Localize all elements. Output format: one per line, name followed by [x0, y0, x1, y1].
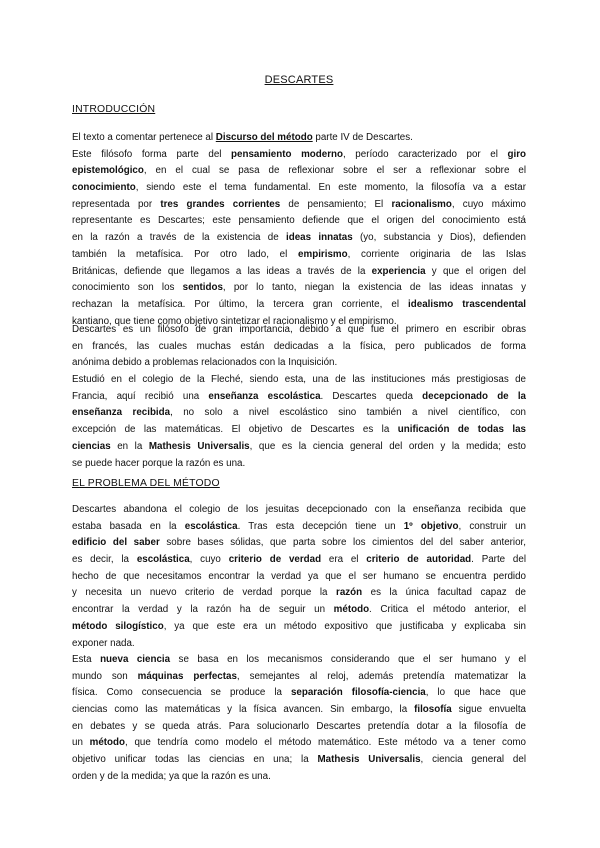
text-line: ciencias en la Mathesis Universalis, que es la ciencia general del orden y la medida; esto: [72, 440, 526, 452]
text-line: Francia, aquí recibió una enseñanza escolástica. Descartes queda decepcionado de la: [72, 390, 526, 402]
text-line: objetivo unificar todas las ciencias en una; la Mathesis Universalis, ciencia general del: [72, 754, 526, 766]
text-line: kantiano, que tiene como objetivo sintetizar el racionalismo y el empirismo.: [72, 315, 397, 327]
text-line: excepción de las matemáticas. El objetivo de Descartes es la unificación de todas las: [72, 424, 526, 436]
text-line: método silogístico, ya que este era un método expositivo que justificaba y explicaba sin: [72, 620, 526, 632]
text-line: rechazan la metafísica. Por último, la tercera gran corriente, el idealismo trascendental: [72, 298, 526, 310]
work-title: Discurso del método: [215, 132, 313, 143]
text-line: un método, que tendría como modelo el método matemático. Este método va a tener como: [72, 737, 527, 749]
intro-paragraph: [72, 322, 526, 472]
text-line: conocimiento son los sentidos, por lo tanto, niegan la existencia de las ideas innatas y: [72, 282, 526, 294]
text-line: representante es Descartes; este pensamiento defiende que el origen del conocimiento está: [72, 215, 526, 227]
text-line: ciencias como las matemáticas y la física avancen. Sin embargo, la filosofía sigue envuelta: [72, 704, 527, 716]
text-line: se puede hacer porque la razón es una.: [72, 457, 246, 469]
text-line: anónima debido a problemas relacionados con la Inquisición.: [72, 357, 338, 369]
text-line: Estudió en el colegio de la Fleché, siendo esta, una de las instituciones más prestigiosas de: [72, 374, 526, 386]
text-line: es decir, la escolástica, cuyo criterio de verdad era el criterio de autoridad. Parte del: [72, 554, 526, 566]
text-line: estaba basada en la escolástica. Tras esta decepción tiene un 1º objetivo, construir un: [72, 520, 526, 532]
text-line: Descartes es un filósofo de gran importancia, debido a que fue el primero en escribir obras: [72, 324, 526, 335]
text-line: edificio del saber sobre bases sólidas, que parta sobre los cimientos del del saber anterior,: [72, 537, 526, 549]
text-line: epistemológico, en el cual se pasa de reflexionar sobre el ser a reflexionar sobre el: [72, 165, 526, 177]
text-line: mundo son máquinas perfectas, semejantes al reloj, además pretendía matematizar la: [72, 670, 526, 682]
method-paragraph: [72, 652, 526, 786]
text-line: encontrar la verdad y la razón ha de seguir un método. Critica el método anterior, el: [72, 604, 527, 616]
intro-paragraph: [72, 130, 526, 330]
text-line: física. Como consecuencia se produce la separación filosofía-ciencia, lo que hace que: [72, 687, 526, 699]
text-line: hecho de que necesitamos encontrar la verdad ya que el ser humano se encuentra perdido: [72, 570, 526, 582]
text-line: y necesita un nuevo criterio de verdad porque la razón es la única facultad capaz de: [72, 587, 527, 599]
text-line: en francés, las cuales muchas están dedicadas a la física, pero publicados de forma: [72, 340, 526, 352]
text-line: enseñanza recibida, no solo a nivel escolástico sino también a nivel científico, con: [72, 407, 526, 419]
document-title: DESCARTES: [264, 74, 334, 86]
text-line: también la metafísica. Por otro lado, el empirismo, corriente originaria de las Islas: [72, 248, 527, 260]
text-line: orden y de la medida; ya que la razón es una.: [72, 770, 271, 782]
text-line: en debates y se queda atrás. Para solucionarlo Descartes pretendía dotar a la filosofía de: [72, 720, 526, 732]
text-line: exponer nada.: [72, 637, 135, 649]
section-heading-metodo: EL PROBLEMA DEL MÉTODO: [72, 478, 220, 489]
text-line: conocimiento, siendo este el tema fundamental. En este momento, la filosofía va a estar: [72, 182, 526, 194]
text-line: en la razón a través de la existencia de ideas innatas (yo, substancia y Dios), defienden: [72, 232, 526, 244]
text-line: El texto a comentar pertenece al Discurso del método parte IV de Descartes.: [72, 132, 413, 143]
text-line: Británicas, defiende que llegamos a las ideas a través de la experiencia y que el origen del: [72, 265, 526, 277]
text-line: Este filósofo forma parte del pensamiento moderno, período caracterizado por el giro: [72, 148, 526, 160]
method-paragraph: [72, 502, 526, 652]
text-line: representada por tres grandes corrientes de pensamiento; El racionalismo, cuyo máximo: [72, 198, 526, 210]
text-line: Descartes abandona el colegio de los jesuitas decepcionado con la enseñanza recibida que: [72, 504, 526, 515]
text-line: Esta nueva ciencia se basa en los mecanismos considerando que el ser humano y el: [72, 654, 527, 665]
section-heading-introduccion: INTRODUCCIÓN: [72, 104, 156, 115]
